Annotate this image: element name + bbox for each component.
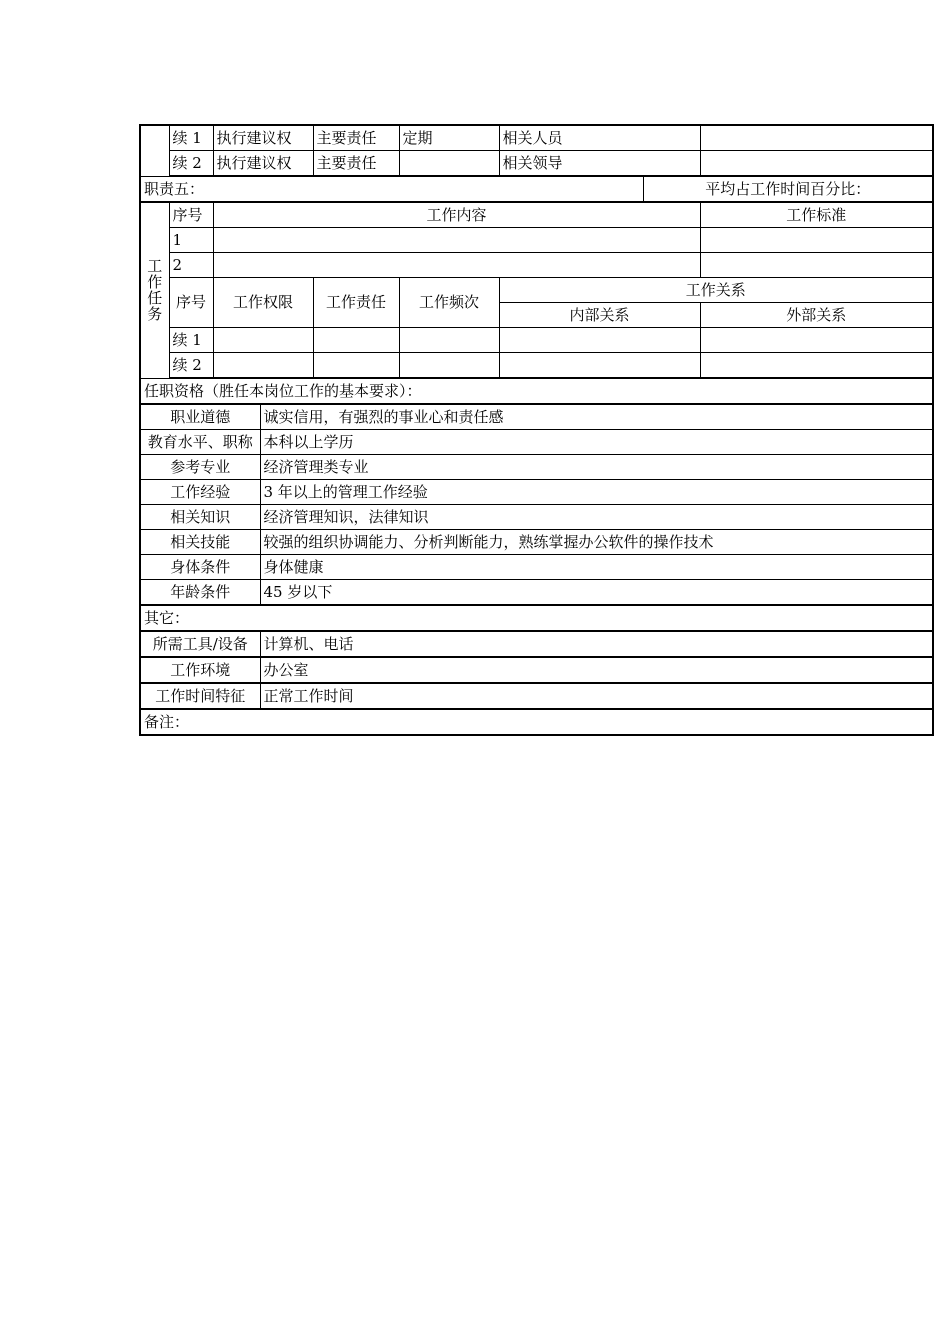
cont-internal: 相关人员 [499, 125, 700, 151]
job-description-sheet [139, 124, 932, 736]
relations-header: 工作关系 [499, 278, 933, 303]
qual-value: 本科以上学历 [260, 430, 933, 455]
other-value: 计算机、电话 [260, 631, 933, 657]
rel-authority [213, 353, 313, 379]
task-standard [700, 253, 933, 278]
task-seq: 2 [169, 253, 213, 278]
internal-header: 内部关系 [499, 303, 700, 328]
qualification-row [140, 404, 933, 430]
rel-frequency [399, 328, 499, 353]
task-seq: 1 [169, 228, 213, 253]
qualification-row [140, 530, 933, 555]
job-description-table [139, 124, 934, 736]
other-row [140, 657, 933, 683]
qual-value: 经济管理知识，法律知识 [260, 505, 933, 530]
cont-frequency: 定期 [399, 125, 499, 151]
qualification-row [140, 455, 933, 480]
rel-responsibility [313, 353, 399, 379]
rel-internal [499, 353, 700, 379]
task-standard [700, 228, 933, 253]
qual-label: 相关技能 [140, 530, 260, 555]
qual-label: 参考专业 [140, 455, 260, 480]
qual-label: 身体条件 [140, 555, 260, 580]
time-percentage-label: 平均占工作时间百分比： [643, 176, 933, 202]
cont-authority: 执行建议权 [213, 125, 313, 151]
other-label: 工作环境 [140, 657, 260, 683]
qual-value: 3 年以上的管理工作经验 [260, 480, 933, 505]
other-title: 其它： [140, 605, 933, 631]
cont-row [140, 151, 933, 177]
qualification-row [140, 430, 933, 455]
task-header-row [140, 202, 933, 228]
cont-row [140, 125, 933, 151]
frequency-header: 工作频次 [399, 278, 499, 328]
cont-responsibility: 主要责任 [313, 151, 399, 177]
duty5-label: 职责五： [140, 176, 643, 202]
cont-external [700, 125, 933, 151]
qual-label: 教育水平、职称 [140, 430, 260, 455]
qualification-title-row [140, 378, 933, 404]
cont-seq: 续 2 [169, 151, 213, 177]
qualification-row [140, 580, 933, 606]
qual-value: 较强的组织协调能力、分析判断能力，熟练掌握办公软件的操作技术 [260, 530, 933, 555]
qual-value: 45 岁以下 [260, 580, 933, 606]
relation-header-row [140, 278, 933, 303]
qualification-row [140, 480, 933, 505]
rel-authority [213, 328, 313, 353]
qualification-row [140, 505, 933, 530]
qual-value: 经济管理类专业 [260, 455, 933, 480]
rel-seq: 续 2 [169, 353, 213, 379]
qual-label: 年龄条件 [140, 580, 260, 606]
qual-label: 职业道德 [140, 404, 260, 430]
standard-header: 工作标准 [700, 202, 933, 228]
rel-seq: 续 1 [169, 328, 213, 353]
work-task-side-label [140, 202, 169, 378]
authority-header: 工作权限 [213, 278, 313, 328]
cont-frequency [399, 151, 499, 177]
rel-external [700, 328, 933, 353]
rel-frequency [399, 353, 499, 379]
duty5-header-row [140, 176, 933, 202]
qualification-title: 任职资格（胜任本岗位工作的基本要求）： [140, 378, 933, 404]
qual-label: 相关知识 [140, 505, 260, 530]
cont-seq: 续 1 [169, 125, 213, 151]
cont-authority: 执行建议权 [213, 151, 313, 177]
seq-header: 序号 [169, 202, 213, 228]
cont-responsibility: 主要责任 [313, 125, 399, 151]
other-label: 所需工具/设备 [140, 631, 260, 657]
rel-responsibility [313, 328, 399, 353]
side-char: 作 [147, 273, 163, 292]
responsibility-header: 工作责任 [313, 278, 399, 328]
other-row [140, 683, 933, 709]
side-blank [140, 125, 169, 176]
task-row [140, 228, 933, 253]
side-char: 务 [147, 305, 163, 324]
other-title-row [140, 605, 933, 631]
other-row [140, 631, 933, 657]
external-header: 外部关系 [700, 303, 933, 328]
side-char: 任 [147, 289, 163, 308]
side-char: 工 [147, 257, 163, 276]
other-label: 工作时间特征 [140, 683, 260, 709]
task-row [140, 253, 933, 278]
qual-value: 身体健康 [260, 555, 933, 580]
relation-row [140, 328, 933, 353]
relation-row [140, 353, 933, 379]
task-content [213, 228, 700, 253]
rel-external [700, 353, 933, 379]
qual-value: 诚实信用，有强烈的事业心和责任感 [260, 404, 933, 430]
content-header: 工作内容 [213, 202, 700, 228]
remarks-row [140, 709, 933, 735]
qualification-row [140, 555, 933, 580]
qual-label: 工作经验 [140, 480, 260, 505]
task-content [213, 253, 700, 278]
other-value: 办公室 [260, 657, 933, 683]
cont-internal: 相关领导 [499, 151, 700, 177]
cont-external [700, 151, 933, 177]
remarks-label: 备注： [140, 709, 933, 735]
rel-seq-header: 序号 [169, 278, 213, 328]
other-value: 正常工作时间 [260, 683, 933, 709]
rel-internal [499, 328, 700, 353]
